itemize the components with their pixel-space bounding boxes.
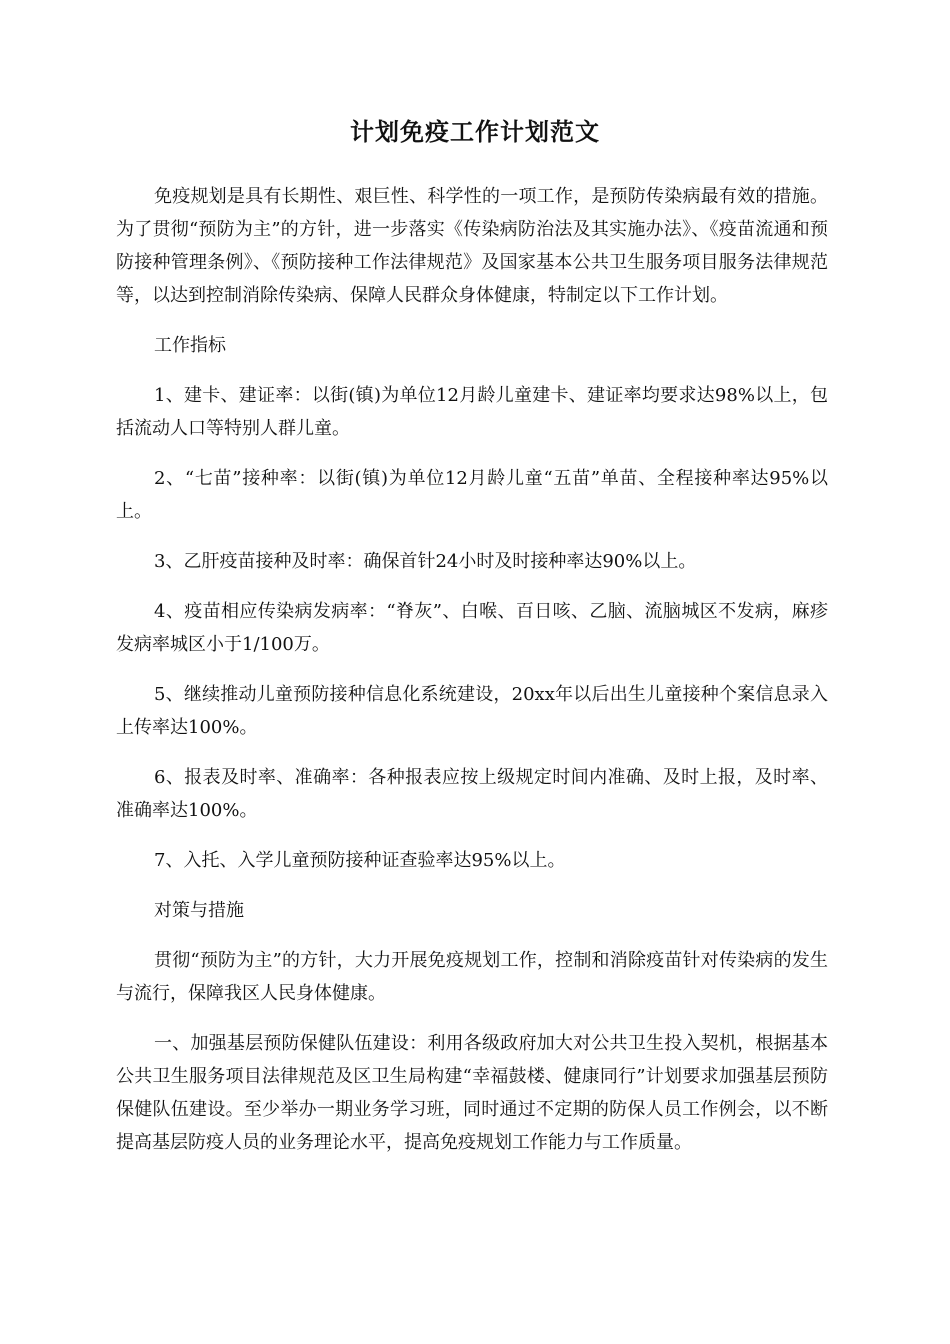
indicator-item-4: 4、疫苗相应传染病发病率：“脊灰”、白喉、百日咳、乙脑、流脑城区不发病，麻疹发病率城区小于1/100万。 bbox=[116, 601, 828, 655]
indicator-item-7: 7、入托、入学儿童预防接种证查验率达95%以上。 bbox=[154, 850, 566, 871]
section-heading-measures: 对策与措施 bbox=[154, 900, 244, 921]
document-title: 计划免疫工作计划范文 bbox=[350, 117, 600, 146]
indicator-item-3: 3、乙肝疫苗接种及时率：确保首针24小时及时接种率达90%以上。 bbox=[154, 551, 697, 572]
intro-paragraph: 免疫规划是具有长期性、艰巨性、科学性的一项工作，是预防传染病最有效的措施。为了贯彻“预防为主”的方针，进一步落实《传染病防治法及其实施办法》、《疫苗流通和预防接种管理条例》、《预防接种工作法律规范》及国家基本公共卫生服务项目服务法律规范等，以达到控制消除传染病、保障人民群众身体健康，特制定以下工作计划。 bbox=[116, 186, 828, 306]
measures-intro-paragraph: 贯彻“预防为主”的方针，大力开展免疫规划工作，控制和消除疫苗针对传染病的发生与流行，保障我区人民身体健康。 bbox=[116, 950, 828, 1004]
indicator-item-1: 1、建卡、建证率：以街(镇)为单位12月龄儿童建卡、建证率均要求达98%以上，包括流动人口等特别人群儿童。 bbox=[116, 385, 828, 439]
measure-item-1: 一、加强基层预防保健队伍建设：利用各级政府加大对公共卫生投入契机，根据基本公共卫生服务项目法律规范及区卫生局构建“幸福鼓楼、健康同行”计划要求加强基层预防保健队伍建设。至少举办一期业务学习班，同时通过不定期的防保人员工作例会，以不断提高基层防疫人员的业务理论水平，提高免疫规划工作能力与工作质量。 bbox=[116, 1033, 828, 1153]
section-heading-indicators: 工作指标 bbox=[154, 335, 226, 356]
indicator-item-2: 2、“七苗”接种率：以街(镇)为单位12月龄儿童“五苗”单苗、全程接种率达95%以上。 bbox=[116, 468, 828, 522]
document-body bbox=[116, 180, 828, 1176]
indicator-item-5: 5、继续推动儿童预防接种信息化系统建设，20xx年以后出生儿童接种个案信息录入上传率达100%。 bbox=[116, 684, 828, 738]
indicator-item-6: 6、报表及时率、准确率：各种报表应按上级规定时间内准确、及时上报，及时率、准确率达100%。 bbox=[116, 767, 828, 821]
